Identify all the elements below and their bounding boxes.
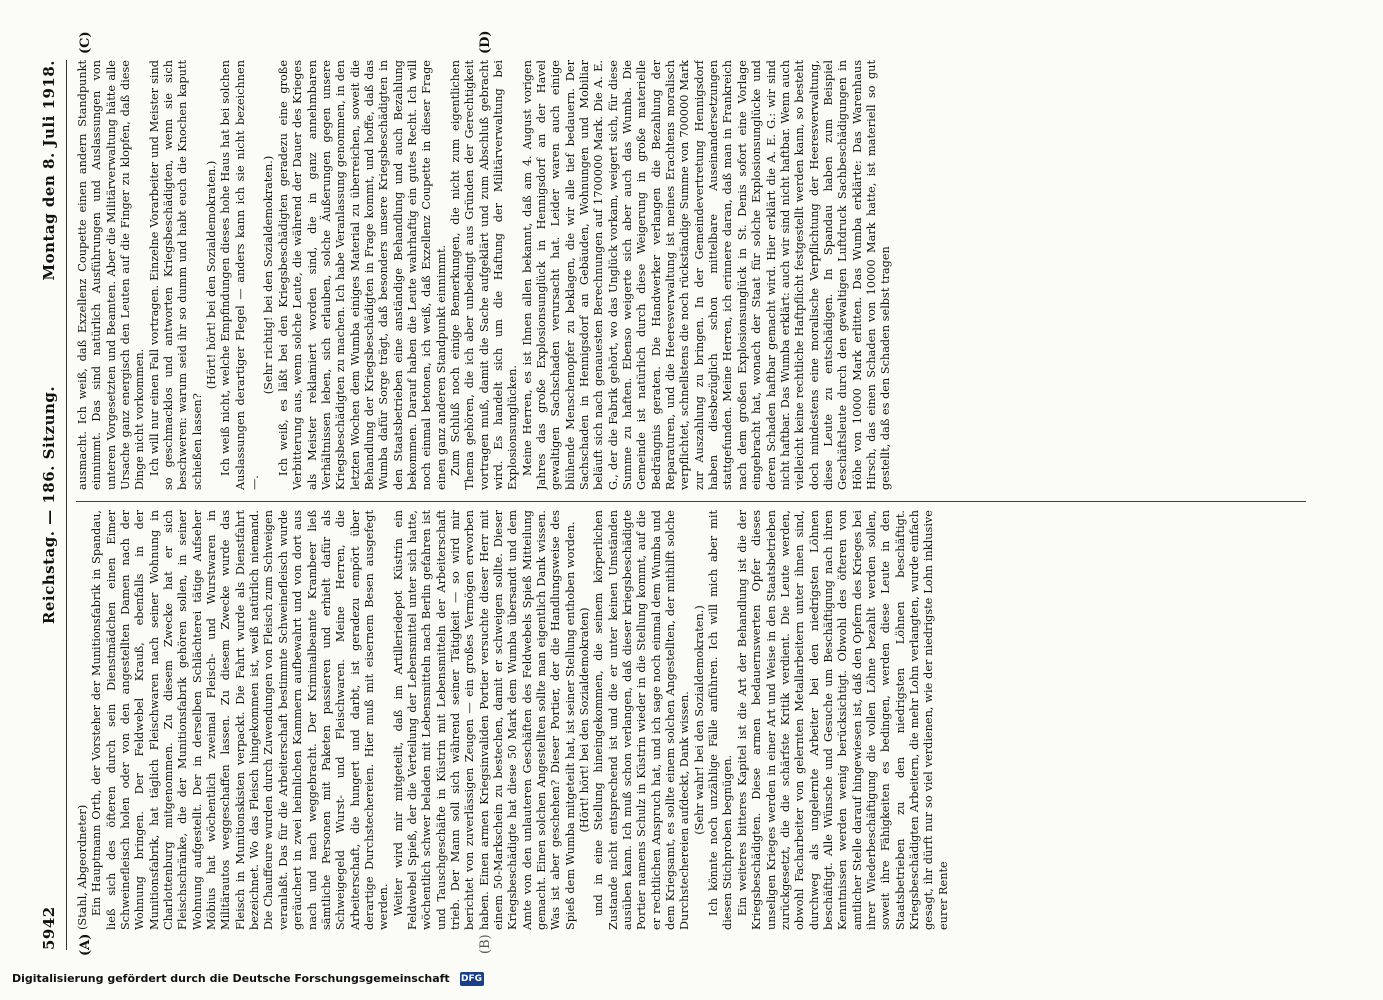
paragraph: Ich könnte noch unzählige Fälle anführen. Ich will mich aber mit diesen Stichproben begnügen. — [707, 510, 735, 930]
paragraph: Zum Schluß noch einige Bemerkungen, die nicht zum eigentlichen Thema gehören, die ich aber unbedingt aus Gründen der Gerechtigkeit vortragen muß, damit die Sache aufgeklärt und zum Abschluß gebracht wird. Es handelt sich um die Haftung der Militärverwaltung bei Explosionsunglücken. — [448, 60, 520, 490]
digitization-footer — [0, 972, 1383, 992]
margin-marker-c: (C) — [78, 31, 93, 54]
paragraph: (Hört! hört! bei den Sozialdemokraten.) — [205, 160, 219, 390]
paragraph: und in eine Stellung hineingekommen, die seinem körperlichen Zustande nicht entsprechend ist und die er unter keinen Umständen ausüben kann. Ich muß schon verlangen, daß dieser kriegsbeschädigte Portier namens Schulz in Küstrin wieder in die Stellung kommt, auf die er rechtlichen Anspruch hat, und ich sage noch einmal dem Wumba und dem Kriegsamt, es sollte einem solchen Angestellten, der mithilft solche Durchstechereien aufdeckt, Dank wissen. — [592, 510, 692, 930]
margin-marker-d: (D) — [478, 30, 493, 54]
paragraph: (Stahl, Abgeordneter) — [76, 804, 89, 930]
left-text-column — [76, 510, 1306, 930]
page-header — [40, 60, 66, 950]
paragraph: Ein weiteres bitteres Kapitel ist die Art der Behandlung ist die der Kriegsbeschädigten. Diese armen bedauernswerten Opfer dieses unseligen Krieges werden in einer Art und Weise in den Staatsbetrieben zurückgesetzt, die die schärfste Kritik verdient. Die Leute werden, obwohl Facharbeiter von gelernten Metallarbeitern unter ihnen sind, durchweg als ungelernte Arbeiter bei den niedrigsten Löhnen beschäftigt. Alle Wünsche und Gesuche um Beschäftigung nach ihren Kenntnissen werden wenig berücksichtigt. Obwohl des öfteren von amtlicher Stelle darauf hingewiesen ist, daß den Opfern des Krieges bei ihrer Wiederbeschäftigung die vollen Löhne bezahlt werden sollen, soweit ihre Fähigkeiten es bedingen, werden diese Leute in den Staatsbetrieben zu den niedrigsten Löhnen beschäftigt. Kriegsbeschädigten Arbeitern, die mehr Lohn verlangten, wurde einfach gesagt, ihr dürft nur so viel verdienen, wie der niedrigste Lohn inklusive eurer Rente — [735, 510, 950, 930]
column-divider — [76, 501, 1306, 502]
dfg-logo: DFG — [461, 974, 483, 984]
session-date: Montag den 8. Juli 1918. — [40, 60, 58, 281]
margin-marker-b: (B) — [478, 934, 493, 954]
paragraph: ausmacht. Ich weiß, daß Exzellenz Coupette einen andern Standpunkt einnimmt. Das sind natürlich Ausführungen und Auslassungen von unteren Vorgesetzten und Beamten. Aber die Militärverwaltung hätte alle Ursache ganz energisch den Leuten auf die Finger zu klopfen, daß diese Dinge nicht vorkommen. — [76, 60, 147, 490]
page-title: Reichstag. — 186. Sitzung. — [40, 385, 58, 625]
paragraph: (Sehr richtig! bei den Sozialdemokraten.) — [262, 155, 276, 395]
margin-marker-a: (A) — [78, 933, 93, 956]
paragraph: (Sehr wahr! bei den Sozialdemokraten.) — [692, 605, 706, 835]
paragraph: Ich weiß nicht, welche Empfindungen dieses hohe Haus hat bei solchen Auslassungen derartiger Flegel — anders kann ich sie nicht bezeichnen —. — [219, 60, 262, 490]
footer-text: Digitalisierung gefördert durch die Deutsche Forschungsgemeinschaft — [12, 972, 450, 985]
paragraph: Ein Hauptmann Orth, der Vorsteher der Munitionsfabrik in Spandau, ließ sich des öfteren durch sein Dienstmädchen einen Eimer Schweinefleisch holen oder von den angestellten Damen nach der Wohnung bringen. Der Feldwebel Krauß, ebenfalls in der Munitionsfabrik, hat täglich Fleischwaren nach seiner Wohnung in Charlottenburg mitgenommen. Zu diesem Zwecke hat er sich Fleischschränke, die der Munitionsfabrik gehören sollen, in seiner Wohnung aufgestellt. Der in derselben Schlächterei tätige Aufseher Möbius hat wöchentlich zweimal Fleisch- und Wurstwaren in Militärautos weggeschaffen lassen. Zu diesem Zwecke wurde das Fleisch in Munitionskisten verpackt. Die Fahrt wurde als Dienstfahrt bezeichnet. Wo das Fleisch hingekommen ist, weiß natürlich niemand. Die Chauffeure wurden durch Zuwendungen von Fleisch zum Schweigen veranlaßt. Das für die Arbeiterschaft bestimmte Schweinefleisch wurde geräuchert in zwei heimlichen Kammern aufbewahrt und von dort aus nach und nach weggebracht. Der Kriminalbeamte Krambeer ließ sämtliche Personen mit Paketen passieren und erhielt dafür als Schweigegeld Wurst- und Fleischwaren. Meine Herren, die Arbeiterschaft, die hungert und darbt, ist geradezu empört über derartige Durchstechereien. Hier muß mit eisernem Besen ausgefegt werden. — [90, 510, 391, 930]
paragraph: Weiter wird mir mitgeteilt, daß im Artilleriedepot Küstrin ein Feldwebel Spieß, der die Verteilung der Lebensmittel unter sich hatte, wöchentlich schwer beladen mit Lebensmitteln nach Berlin gefahren ist und Tauschgeschäfte in Küstrin mit Lebensmitteln der Arbeiterschaft trieb. Der Mann soll sich während seiner Tätigkeit — so wird mir berichtet von zuverlässigen Zeugen — ein großes Vermögen erworben haben. Einen armen Kriegsinvaliden Portier versuchte dieser Herr mit einem 50-Markschein zu bestechen, damit er schweigen sollte. Dieser Kriegsbeschädigte hat diese 50 Mark dem Wumba übersandt und dem Amte von den unlauteren Geschäften des Feldwebels Spieß Mitteilung gemacht. Einen solchen Angestellten sollte man eigentlich Dank wissen. Was ist aber geschehen? Dieser Portier, der die Handlungsweise des Spieß dem Wumba mitgeteilt hat, ist seiner Stellung enthoben worden. — [391, 510, 577, 930]
header-rule — [66, 60, 67, 950]
page-number: 5942 — [40, 906, 58, 950]
right-text-column — [76, 60, 1306, 490]
paragraph: Ich weiß, es läßt bei den Kriegsbeschädigten geradezu eine große Verbitterung aus, wenn solche Leute, die während der Dauer des Krieges als Meister reklamiert worden sind, die in ganz annehmbaren Verhältnissen leben, sich erlauben, solche Äußerungen gegen unsere Kriegsbeschädigten zu machen. Ich habe Veranlassung genommen, in den letzten Wochen dem Wumba einiges Material zu überreichen, soweit die Behandlung der Kriegsbeschädigten in Frage kommt, und hoffe, daß das Wumba dafür Sorge trägt, daß besonders unsere Kriegsbeschädigten in den Staatsbetrieben eine anständige Behandlung und auch Bezahlung bekommen. Darauf haben die Leute wahrhaftig ein gutes Recht. Ich will noch einmal betonen, ich weiß, daß Exzellenz Coupette in dieser Frage einen ganz anderen Standpunkt einnimmt. — [276, 60, 448, 490]
paragraph: Meine Herren, es ist Ihnen allen bekannt, daß am 4. August vorigen Jahres das große Explosionsunglück in Hennigsdorf an der Havel gewaltigen Sachschaden verursacht hat. Leider waren auch einige blühende Menschenopfer zu beklagen, die wir alle tief bedauern. Der Sachschaden in Hennigsdorf an Gebäuden, Wohnungen und Mobiliar beläuft sich nach genauesten Berechnungen auf 1700000 Mark. Die A. E. G., der die Fabrik gehört, wo das Unglück vorkam, weigert sich, für diese Summe zu haften. Ebenso weigerte sich aber auch das Wumba. Die Gemeinde ist natürlich durch diese Weigerung in große materielle Bedrängnis geraten. Die Handwerker verlangen die Bezahlung der Reparaturen, und die Heeresverwaltung ist meines Erachtens moralisch verpflichtet, schnellstens die noch rückständige Summe von 700000 Mark zur Auszahlung zu bringen. In der Gemeindevertretung Hennigsdorf haben diesbezüglich schon mittelbare Auseinandersetzungen stattgefunden. Meine Herren, ich erinnere daran, daß man in Frankreich nach dem großen Explosionsunglück in St. Denis sofort eine Vorlage eingebracht hat, wonach der Staat für solche Explosionsunglücke und deren Schaden haftbar gemacht wird. Hier erklärt die A. E. G.: wir sind nicht haftbar. Das Wumba erklärt: auch wir sind nicht haftbar. Wenn auch vielleicht keine rechtliche Haftpflicht festgestellt werden kann, so besteht doch mindestens eine moralische Verpflichtung der Heeresverwaltung, diese Leute zu entschädigen. In Spandau haben zum Beispiel Geschäftsleute durch den gewaltigen Luftdruck Sachbeschädigungen in Höhe von 10000 Mark erlitten. Das Wumba erklärte: Das Warenhaus Hirsch, das einen Schaden von 10000 Mark hatte, ist materiell so gut gestellt, daß es den Schaden selbst tragen — [520, 60, 893, 490]
paragraph: (Hört! hört! bei den Sozialdemokraten) — [578, 607, 592, 833]
paragraph: Ich will nur einen Fall vortragen. Einzelne Vorarbeiter und Meister sind so geschmacklos und antworten Kriegsbeschädigten, wenn sie sich beschweren: warum seid ihr so dumm und habt euch die Knochen kaputt schießen lassen? — [147, 60, 204, 490]
